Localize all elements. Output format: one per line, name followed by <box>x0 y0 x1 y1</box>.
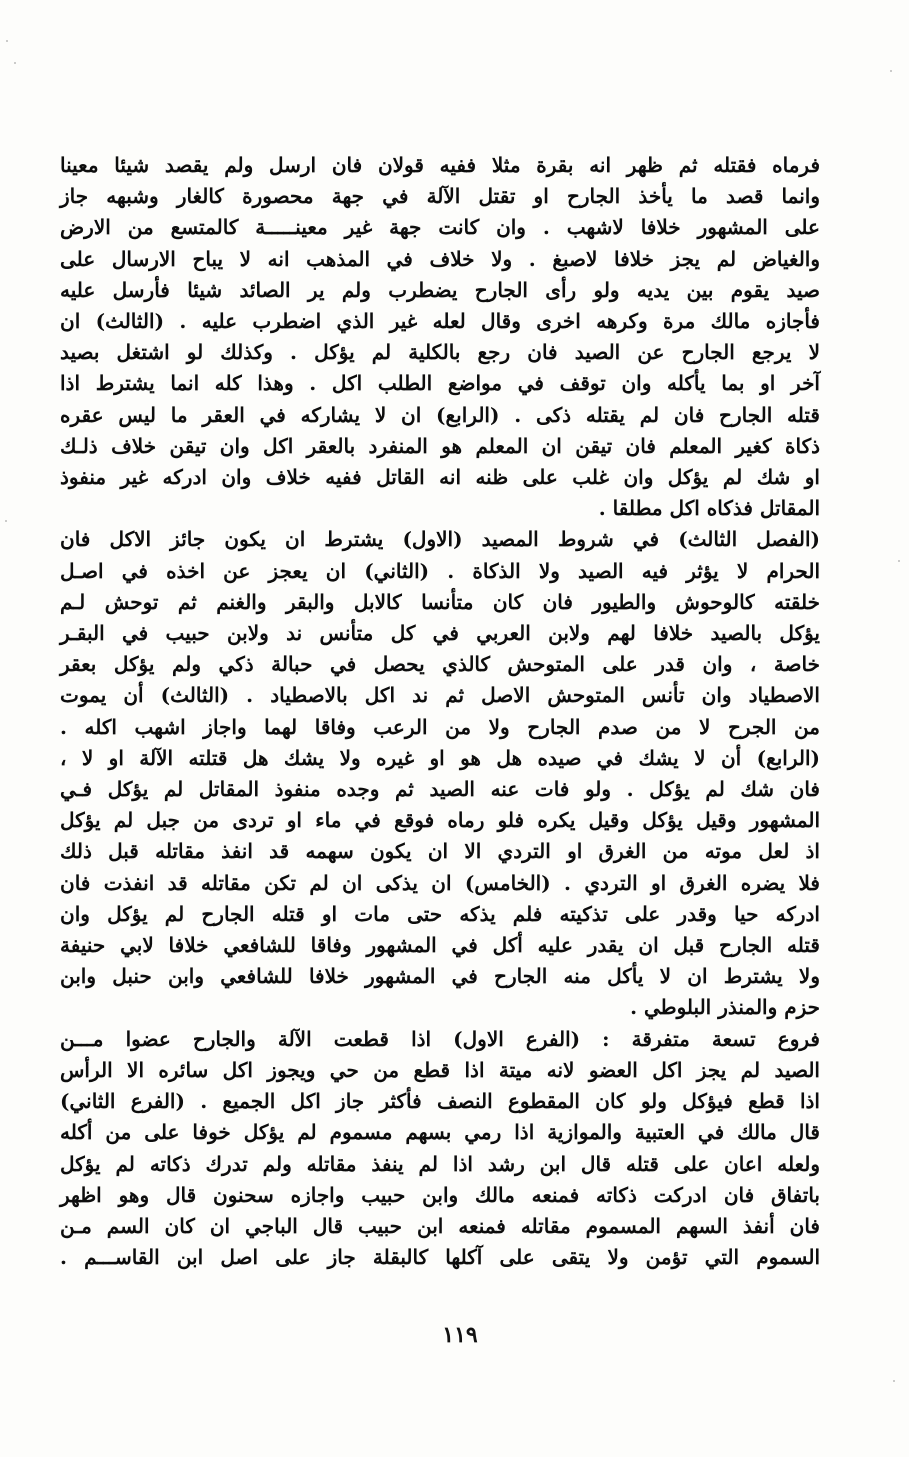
text-line: صيد يقوم بين يديه ولو رأى الجارح يضطرب ولم ير الصائد شيئا فأرسل عليه <box>60 277 820 302</box>
text-line: المشهور وقيل يؤكل وقيل يكره فلو رماه فوقع في ماء او تردى من جبل لم يؤكل <box>60 808 820 833</box>
text-line: الحرام لا يؤثر فيه الصيد ولا الذكاة . (الثاني) ان يعجز عن اخذه في اصـل <box>60 558 820 583</box>
text-line: من الجرح لا من صدم الجارح ولا من الرعب وفاقا لهما واجاز اشهب اكله . <box>60 714 820 739</box>
text-line: ولعله اعان على قتله قال ابن رشد اذا لم ينفذ مقاتله ولم تدرك ذكاته لم يؤكل <box>60 1151 820 1176</box>
section-heading-line: فروع تسعة متفرقة : (الفرع الاول) اذا قطعت الآلة والجارح عضوا مـــن <box>60 1026 820 1051</box>
text-line: (الرابع) أن لا يشك في صيده هل هو او غيره ولا يشك هل قتلته الآلة او لا ، <box>60 745 820 770</box>
text-line: حزم والمنذر البلوطي . <box>630 995 820 1020</box>
text-line: فان شك لم يؤكل . ولو فات عنه الصيد ثم وجده منفوذ المقاتل لم يؤكل فـي <box>60 777 820 802</box>
page-number: ١١٩ <box>442 1322 478 1348</box>
text-line: خلقته كالوحوش والطيور فان كان متأنسا كالابل والبقر والغنم ثم توحش لـم <box>60 589 820 614</box>
text-line: الاصطياد وان تأنس المتوحش الاصل ثم ند اكل بالاصطياد . (الثالث) أن يموت <box>60 683 820 708</box>
text-line: يؤكل بالصيد خلافا لهم ولابن العربي في كل متأنس ند ولابن حبيب في البقـر <box>60 621 820 646</box>
text-line: فان أنفذ السهم المسموم مقاتله فمنعه ابن حبيب قال الباجي ان كان السم مـن <box>60 1213 820 1238</box>
text-line: فأجازه مالك مرة وكرهه اخرى وقال لعله غير الذي اضطرب عليه . (الثالث) ان <box>60 309 820 334</box>
text-line: خاصة ، وان قدر على المتوحش كالذي يحصل في حبالة ذكي ولم يؤكل بعقر <box>60 652 820 677</box>
text-line: آخر او بما يأكله وان توقف في مواضع الطلب اكل . وهذا كله انما يشترط اذا <box>60 371 820 396</box>
paragraph-1 <box>60 150 820 524</box>
text-line: ولا يشترط ان لا يأكل منه الجارح في المشهور خلافا للشافعي وابن حنبل وابن <box>60 964 820 989</box>
text-line: قتله الجارح قبل ان يقدر عليه أكل في المشهور وفاقا للشافعي خلافا لابي حنيفة <box>60 933 820 958</box>
text-line: باتفاق فان ادركت ذكاته فمنعه مالك وابن حبيب واجازه سحنون قال وهو اظهر <box>60 1182 820 1207</box>
text-line: قال مالك في العتبية والموازية اذا رمي بسهم مسموم لم يؤكل خوفا على من أكله <box>60 1120 820 1145</box>
text-line: على المشهور خلافا لاشهب . وان كانت جهة غير معينـــــة كالمتسع من الارض <box>60 215 820 240</box>
text-line: وانما قصد ما يأخذ الجارح او تقتل الآلة في جهة محصورة كالغار وشبهه جاز <box>60 184 820 209</box>
text-line: ادركه حيا وقدر على تذكيته فلم يذكه حتى مات او قتله الجارح لم يؤكل وان <box>60 901 820 926</box>
text-line: السموم التي تؤمن ولا يتقى على آكلها كالبقلة جاز على اصل ابن القاســـم . <box>60 1245 820 1270</box>
paragraph-2 <box>60 524 820 1023</box>
text-line: الصيد لم يجز اكل العضو لانه ميتة اذا قطع من حي ويجوز اكل سائره الا الرأس <box>60 1057 820 1082</box>
paragraph-3 <box>60 1024 820 1274</box>
body-text <box>60 150 820 1273</box>
text-line: المقاتل فذكاه اكل مطلقا . <box>598 496 820 521</box>
text-line: قتله الجارح فان لم يقتله ذكى . (الرابع) ان لا يشاركه في العقر ما ليس عقره <box>60 402 820 427</box>
text-line: لا يرجع الجارح عن الصيد فان رجع بالكلية لم يؤكل . وكذلك لو اشتغل بصيد <box>60 340 820 365</box>
text-line: فلا يضره الغرق او التردي . (الخامس) ان يذكى ان لم تكن مقاتله قد انفذت فان <box>60 870 820 895</box>
text-line: ذكاة كغير المعلم فان تيقن ان المعلم هو المنفرد بالعقر اكل وان تيقن خلاف ذلـك <box>60 433 820 458</box>
text-line: او شك لم يؤكل وان غلب على ظنه انه القاتل ففيه خلاف وان ادركه غير منفوذ <box>60 465 820 490</box>
text-line: اذا قطع فيؤكل ولو كان المقطوع النصف فأكثر جاز اكل الجميع . (الفرع الثاني) <box>60 1089 820 1114</box>
text-line: فرماه فقتله ثم ظهر انه بقرة مثلا ففيه قولان فان ارسل ولم يقصد شيئا معينا <box>60 153 820 177</box>
text-line: اذ لعل موته من الغرق او التردي الا ان يكون سهمه قد انفذ مقاتله قبل ذلك <box>60 839 820 864</box>
section-heading-line: (الفصل الثالث) في شروط المصيد (الاول) يشترط ان يكون جائز الاكل فان <box>60 527 820 552</box>
text-line: والغياض لم يجز خلافا لاصبغ . ولا خلاف في المذهب انه لا يباح الارسال على <box>60 246 820 271</box>
